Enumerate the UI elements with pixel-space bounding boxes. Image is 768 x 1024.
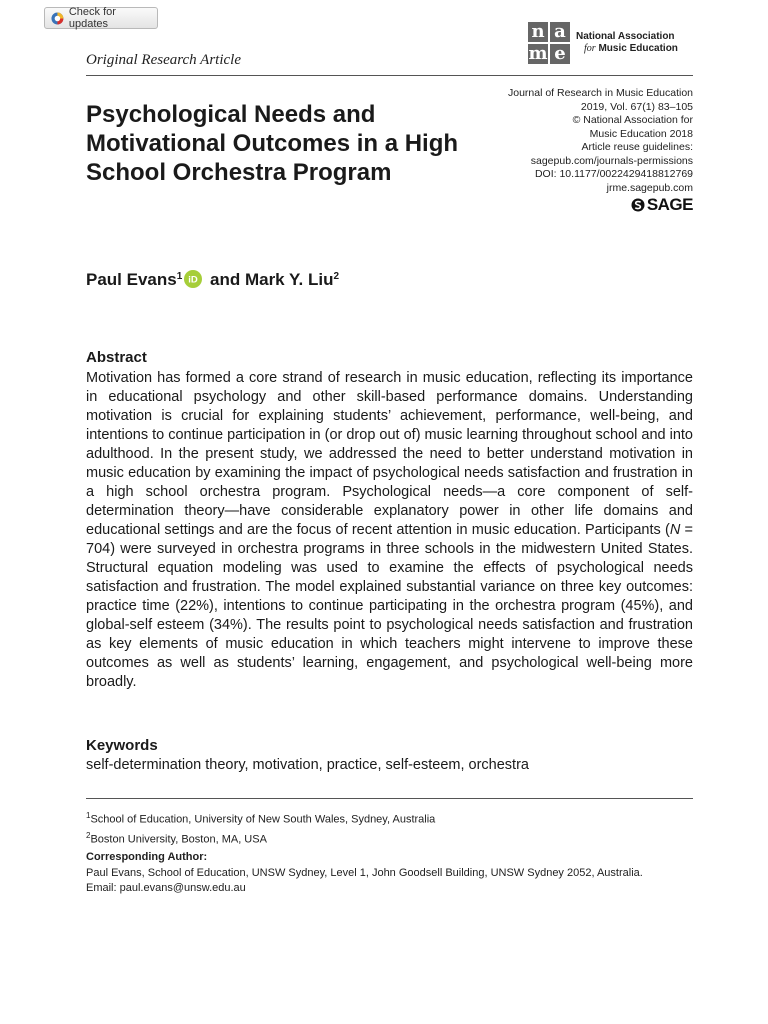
author-name-1: Paul Evans [86, 270, 177, 289]
author-name-2: Mark Y. Liu [244, 270, 334, 289]
abstract-text [86, 369, 693, 692]
orcid-icon-label: iD [188, 274, 199, 286]
affiliation-2-number: 2 [86, 830, 91, 840]
logo-tile-n: n [528, 22, 548, 42]
publisher-name-line2 [576, 43, 678, 55]
journal-url-link[interactable]: jrme.sagepub.com [606, 181, 693, 194]
corresponding-author-label: Corresponding Author: [86, 851, 208, 863]
author-1-affiliation-ref: 1 [176, 271, 183, 282]
abstract-text-part1: Motivation has formed a core strand of research in music education, reflecting its importance in educational psychology and other skill-based performance domains. Understanding motivation is crucial for explaining students’ achievement, performance, well-being, and intentions to continue participation in (or drop out of) music learning throughout school and into adulthood. In the present study, we addressed the need to better understand motivation in music education by examining the impact of psychological needs satisfaction and frustration in a high school orchestra program. Psychological needs—a core component of self-determination theory—have considerable explanatory power in other life domains and educational settings and are the focus of recent attention in music education. Participants ( [86, 370, 693, 538]
abstract-heading: Abstract [86, 349, 147, 366]
crossmark-icon [51, 12, 64, 25]
publisher-name [576, 31, 678, 55]
copyright-line2: Music Education 2018 [589, 127, 693, 140]
name-logo-mark [528, 22, 570, 64]
publisher-logo [528, 22, 678, 64]
journal-name: Journal of Research in Music Education [507, 87, 693, 99]
reuse-label: Article reuse guidelines: [581, 141, 693, 153]
header-divider [86, 75, 693, 76]
affiliation-2 [86, 828, 435, 848]
orcid-icon[interactable] [184, 270, 202, 288]
publisher-name-line1: National Association [576, 31, 675, 42]
sage-icon [631, 198, 645, 212]
affiliation-1-text: School of Education, University of New South Wales, Sydney, Australia [90, 813, 436, 826]
logo-tile-m: m [528, 43, 548, 64]
keywords-text: self-determination theory, motivation, practice, self-esteem, orchestra [86, 757, 529, 773]
abstract-text-part2: = 704) were surveyed in orchestra programs in three schools in the midwestern United States. Structural equation modeling was used to examine the effects of psychological needs satisfaction and frustration. The model explained substantial variance on three key outcomes: practice time (22%), intentions to continue participating in the orchestra program (45%), and global-self esteem (34%). The results point to psychological needs satisfaction and frustration as key elements of music education in which teachers might intervene to improve these outcomes as well as students’ learning, engagement, and psychological well-being more broadly. [86, 522, 693, 690]
affiliation-2-text: Boston University, Boston, MA, USA [90, 833, 267, 846]
author-joiner: and [205, 270, 245, 289]
journal-volume: 2019, Vol. 67(1) 83–105 [580, 100, 693, 113]
affiliations [86, 808, 435, 847]
abstract-n-symbol: N [669, 522, 681, 538]
footnote-divider [86, 798, 693, 799]
sage-logo [473, 195, 693, 215]
affiliation-1 [86, 808, 435, 828]
check-for-updates-button[interactable] [44, 7, 158, 29]
email-prefix: Email: [86, 882, 120, 894]
publisher-name-for: for [584, 43, 596, 54]
publisher-name-music-education: Music Education [598, 43, 678, 54]
email-link[interactable]: paul.evans@unsw.edu.au [119, 882, 246, 894]
permissions-link[interactable]: sagepub.com/journals-permissions [530, 154, 693, 167]
corresponding-author-address: Paul Evans, School of Education, UNSW Sydney, Level 1, John Goodsell Building, UNSW Sydney 2052, Australia. [86, 866, 643, 879]
corresponding-author-email-line [86, 881, 686, 897]
affiliation-1-number: 1 [86, 811, 91, 820]
doi-link[interactable]: DOI: 10.1177/0022429418812769 [534, 168, 693, 180]
journal-info [473, 87, 693, 215]
corresponding-author [86, 850, 686, 897]
check-for-updates-label: Check for updates [68, 6, 116, 30]
copyright-line1: © National Association for [572, 114, 693, 126]
keywords-heading: Keywords [86, 737, 158, 754]
logo-tile-e: e [550, 44, 570, 64]
author-2-affiliation-ref: 2 [333, 271, 340, 282]
article-title: Psychological Needs and Motivational Outcomes in a High School Orchestra Program [86, 101, 459, 186]
author-line [86, 270, 339, 290]
sage-wordmark: SAGE [646, 195, 693, 215]
logo-tile-a: a [550, 22, 570, 42]
article-type-label: Original Research Article [86, 52, 241, 68]
